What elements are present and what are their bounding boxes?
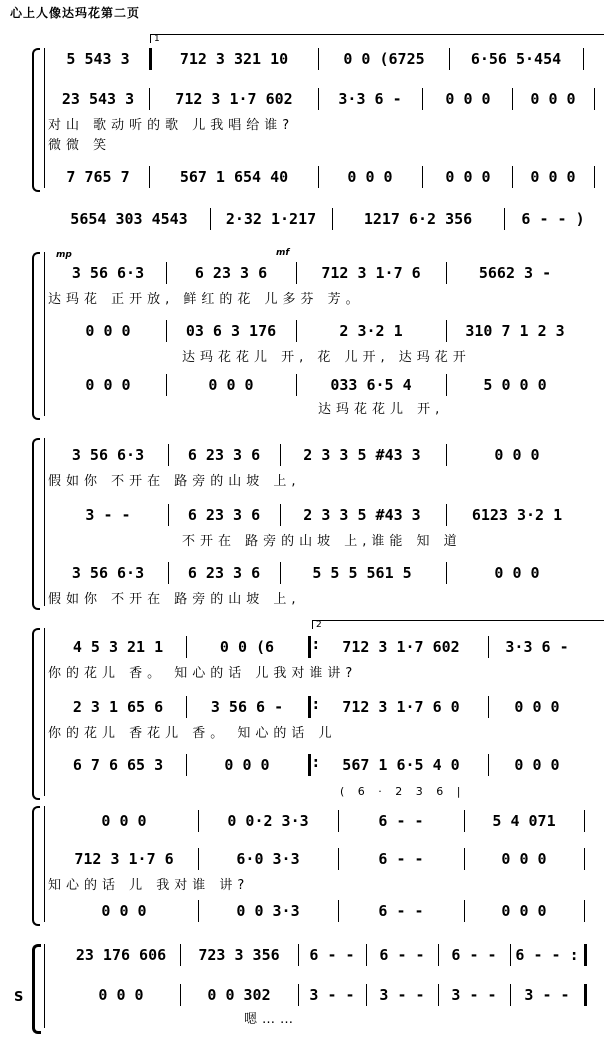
measure: 6 - - (378, 902, 424, 920)
measure: 567 1 654 40 (179, 168, 289, 186)
measure: 723 3 356 (198, 946, 280, 964)
measure: 6 - - (309, 946, 355, 964)
system-6 (0, 802, 607, 924)
measure: 3 56 6·3 (71, 264, 145, 282)
barline (332, 208, 333, 230)
barline (210, 208, 211, 230)
measure: 310 7 1 2 3 (465, 322, 565, 340)
barline (149, 88, 150, 110)
repeat-barline (584, 984, 587, 1006)
measure: 3·3 6 - (505, 638, 569, 656)
measure: 2 3 3 5 #43 3 (303, 446, 421, 464)
measure: 0 0 0 (347, 168, 393, 186)
barline (584, 810, 585, 832)
measure: 0 0 302 (207, 986, 271, 1004)
measure: 0 0 3·3 (236, 902, 300, 920)
barline (584, 848, 585, 870)
score-line (0, 502, 607, 528)
barline (583, 48, 584, 70)
barline (166, 374, 167, 396)
barline (464, 848, 465, 870)
repeat-barline (308, 696, 311, 718)
barline (512, 166, 513, 188)
score-line (0, 898, 607, 924)
score-line (0, 942, 607, 968)
barline (296, 262, 297, 284)
measure: 5 543 3 (66, 50, 130, 68)
barline (488, 696, 489, 718)
measure: 3 56 6·3 (71, 446, 145, 464)
measure: 2 3 1 65 6 (72, 698, 164, 716)
measure: 0 0 0 (530, 168, 576, 186)
measure: 5 4 071 (492, 812, 556, 830)
measure: 0 0 0 (501, 850, 547, 868)
measure: 0 0 0 (494, 564, 540, 582)
measure: 0 0 0 (501, 902, 547, 920)
lyric-line: 对山 歌动听的歌 儿我唱给谁? (48, 118, 295, 133)
repeat-barline (308, 636, 311, 658)
dynamic-mf: mf (276, 248, 290, 258)
measure: 6 23 3 6 (187, 446, 261, 464)
barline (438, 944, 439, 966)
barline (318, 166, 319, 188)
system-5 (0, 622, 607, 800)
measure: 0 0 0 (85, 376, 131, 394)
barline (338, 900, 339, 922)
barline (464, 810, 465, 832)
score-line (0, 752, 607, 778)
score-line (0, 808, 607, 834)
measure: 6 - - (378, 812, 424, 830)
lyric-line: 假如你 不开在 路旁的山坡 上, (48, 592, 301, 607)
barline (366, 944, 367, 966)
measure: 5 0 0 0 (483, 376, 547, 394)
score-line (0, 206, 607, 232)
barline (446, 320, 447, 342)
measure: 6 - - (379, 946, 425, 964)
barline (446, 504, 447, 526)
measure: 3 - - (451, 986, 497, 1004)
measure: 7 765 7 (66, 168, 130, 186)
measure: 712 3 1·7 6 (74, 850, 174, 868)
system-7 (0, 938, 607, 1034)
lyric-line: 你的花儿 香。 知心的话 儿我对谁讲? (48, 666, 358, 681)
repeat-barline (584, 944, 587, 966)
barline (338, 848, 339, 870)
system-2 (0, 204, 607, 234)
barline (296, 320, 297, 342)
page-title: 心上人像达玛花第二页 (10, 6, 141, 20)
barline (338, 810, 339, 832)
barline (180, 984, 181, 1006)
measure: 6123 3·2 1 (471, 506, 563, 524)
measure: 23 176 606 (75, 946, 167, 964)
lyric-line: 不开在 路旁的山坡 上,谁能 知 道 (182, 534, 462, 549)
score-line (0, 318, 607, 344)
measure: 0 0 0 (98, 986, 144, 1004)
barline (168, 562, 169, 584)
barline (280, 444, 281, 466)
barline (464, 900, 465, 922)
system-3 (0, 248, 607, 418)
barline (512, 88, 513, 110)
measure: 2 3 3 5 #43 3 (303, 506, 421, 524)
barline (166, 262, 167, 284)
barline (510, 944, 511, 966)
section-label: S (14, 990, 24, 1005)
lyric-line: 达玛花花儿 开, (318, 402, 445, 417)
barline (438, 984, 439, 1006)
measure: 6 23 3 6 (187, 506, 261, 524)
barline (584, 900, 585, 922)
barline (198, 848, 199, 870)
measure: 6 - - : (515, 946, 579, 964)
lyric-line: 嗯…… (244, 1012, 299, 1027)
lyric-line: 假如你 不开在 路旁的山坡 上, (48, 474, 301, 489)
measure: 712 3 1·7 6 (321, 264, 421, 282)
measure: 2 3·2 1 (339, 322, 403, 340)
score-line (0, 260, 607, 286)
barline (186, 754, 187, 776)
measure: 4 5 3 21 1 (72, 638, 164, 656)
measure: 0 0 0 (101, 812, 147, 830)
measure: 0 0 0 (445, 168, 491, 186)
measure: 0 0 0 (514, 756, 560, 774)
measure: 3 - - (309, 986, 355, 1004)
measure: 6·56 5·454 (470, 50, 562, 68)
barline (149, 166, 150, 188)
measure: 0 0 0 (514, 698, 560, 716)
barline (168, 504, 169, 526)
measure: 712 3 1·7 602 (342, 638, 460, 656)
score-line (0, 442, 607, 468)
barline (280, 562, 281, 584)
lyric-line: 知心的话 儿 我对谁 讲? (48, 878, 250, 893)
barline (446, 262, 447, 284)
repeat-barline (149, 48, 152, 70)
measure: 3 - - (524, 986, 570, 1004)
measure: 6 - - (451, 946, 497, 964)
measure: 033 6·5 4 (330, 376, 412, 394)
measure: 3 56 6·3 (71, 564, 145, 582)
barline (198, 810, 199, 832)
barline (298, 984, 299, 1006)
measure: 712 3 1·7 602 (175, 90, 293, 108)
measure: 5 5 5 561 5 (312, 564, 412, 582)
barline (488, 636, 489, 658)
score-line (0, 982, 607, 1008)
barline (318, 88, 319, 110)
measure: 712 3 321 10 (179, 50, 289, 68)
measure: 3·3 6 - (338, 90, 402, 108)
barline (422, 88, 423, 110)
barline (298, 944, 299, 966)
lyric-line: 达玛花 正开放, 鲜红的花 儿多芬 芳。 (48, 292, 364, 307)
lyric-line: 达玛花花儿 开, 花 儿开, 达玛花开 (182, 350, 471, 365)
barline (594, 88, 595, 110)
measure: 0 0 0 (494, 446, 540, 464)
barline (594, 166, 595, 188)
measure: 2·32 1·217 (225, 210, 317, 228)
score-line (0, 846, 607, 872)
measure: 5662 3 - (478, 264, 552, 282)
barline (504, 208, 505, 230)
barline (366, 984, 367, 1006)
measure: 6 23 3 6 (187, 564, 261, 582)
barline (296, 374, 297, 396)
measure: 0 0 (6725 (343, 50, 425, 68)
barline (446, 562, 447, 584)
measure: 0 0 0 (224, 756, 270, 774)
score-line (0, 86, 607, 112)
measure: 6 23 3 6 (194, 264, 268, 282)
volta-bracket: 1 (150, 34, 604, 43)
repeat-barline (308, 754, 311, 776)
measure: 5654 303 4543 (70, 210, 188, 228)
barline (186, 696, 187, 718)
lyric-line: ( 6 · 2 3 6 | (340, 785, 466, 798)
lyric-line: 你的花儿 香花儿 香。 知心的话 儿 (48, 726, 337, 741)
measure: 1217 6·2 356 (363, 210, 473, 228)
score-line (0, 372, 607, 398)
barline (510, 984, 511, 1006)
measure: 23 543 3 (61, 90, 135, 108)
measure: 0 0 0 (530, 90, 576, 108)
measure: 6 - - (378, 850, 424, 868)
measure: 3 56 6 - (210, 698, 284, 716)
barline (446, 444, 447, 466)
barline (449, 48, 450, 70)
system-4 (0, 432, 607, 608)
measure: 0 0 0 (445, 90, 491, 108)
barline (198, 900, 199, 922)
score-line (0, 634, 607, 660)
barline (488, 754, 489, 776)
lyric-line: 微微 笑 (48, 138, 112, 153)
barline (422, 166, 423, 188)
score-line (0, 694, 607, 720)
measure: 0 0·2 3·3 (227, 812, 309, 830)
measure: 6·0 3·3 (236, 850, 300, 868)
score-line (0, 560, 607, 586)
barline (166, 320, 167, 342)
measure: 0 0 0 (208, 376, 254, 394)
barline (318, 48, 319, 70)
measure: 3 - - (85, 506, 131, 524)
measure: 3 - - (379, 986, 425, 1004)
measure: 0 0 (6 (219, 638, 275, 656)
measure: 6 - - ) (521, 210, 585, 228)
measure: 567 1 6·5 4 0 (342, 756, 460, 774)
measure: 03 6 3 176 (185, 322, 277, 340)
measure: 0 0 0 (85, 322, 131, 340)
measure: 712 3 1·7 6 0 (342, 698, 460, 716)
system-1 (0, 34, 607, 190)
score-line (0, 46, 607, 72)
barline (446, 374, 447, 396)
barline (280, 504, 281, 526)
score-line (0, 164, 607, 190)
barline (180, 944, 181, 966)
measure: 6 7 6 65 3 (72, 756, 164, 774)
measure: 0 0 0 (101, 902, 147, 920)
barline (168, 444, 169, 466)
volta-bracket: 2 (312, 620, 604, 629)
dynamic-mp: mp (56, 250, 72, 260)
barline (186, 636, 187, 658)
